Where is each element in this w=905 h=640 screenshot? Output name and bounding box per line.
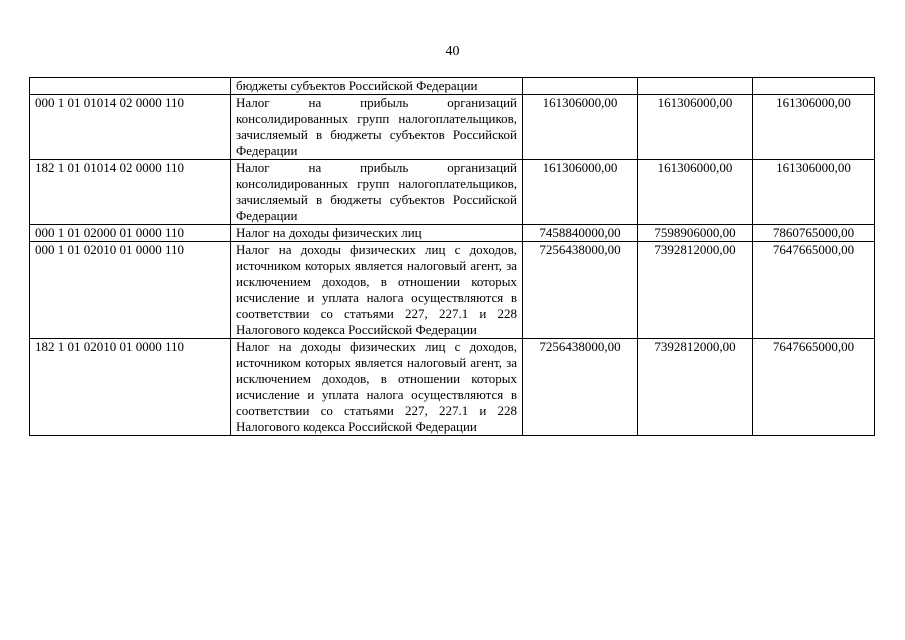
table-row (30, 339, 875, 436)
amount-year1-cell: 7256438000,00 (523, 242, 638, 339)
budget-code-cell: 000 1 01 02000 01 0000 110 (30, 225, 231, 242)
amount-year1-cell (523, 78, 638, 95)
table-row (30, 78, 875, 95)
budget-code-cell: 182 1 01 02010 01 0000 110 (30, 339, 231, 436)
amount-year3-cell: 7647665000,00 (753, 242, 875, 339)
amount-year2-cell: 161306000,00 (638, 95, 753, 160)
budget-code-cell: 000 1 01 02010 01 0000 110 (30, 242, 231, 339)
amount-year2-cell: 7392812000,00 (638, 242, 753, 339)
revenue-name-cell: Налог на прибыль организаций консолидированных групп налогоплательщиков, зачисляемый в бюджеты субъектов Российской Федерации (231, 160, 523, 225)
budget-code-cell: 182 1 01 01014 02 0000 110 (30, 160, 231, 225)
amount-year1-cell: 161306000,00 (523, 160, 638, 225)
amount-year2-cell: 161306000,00 (638, 160, 753, 225)
table-row (30, 242, 875, 339)
table-row (30, 225, 875, 242)
amount-year3-cell: 7647665000,00 (753, 339, 875, 436)
amount-year2-cell (638, 78, 753, 95)
revenue-name-cell: Налог на прибыль организаций консолидированных групп налогоплательщиков, зачисляемый в бюджеты субъектов Российской Федерации (231, 95, 523, 160)
budget-revenue-table (29, 77, 875, 436)
amount-year3-cell: 7860765000,00 (753, 225, 875, 242)
revenue-name-cell: Налог на доходы физических лиц с доходов, источником которых является налоговый агент, за исключением доходов, в отношении которых исчисление и уплата налога осуществляются в соответствии со статьями 227, 227.1 и 228 Налогового кодекса Российской Федерации (231, 339, 523, 436)
amount-year3-cell: 161306000,00 (753, 95, 875, 160)
amount-year1-cell: 161306000,00 (523, 95, 638, 160)
amount-year2-cell: 7598906000,00 (638, 225, 753, 242)
amount-year3-cell (753, 78, 875, 95)
budget-code-cell (30, 78, 231, 95)
revenue-name-cell: Налог на доходы физических лиц (231, 225, 523, 242)
amount-year1-cell: 7256438000,00 (523, 339, 638, 436)
amount-year2-cell: 7392812000,00 (638, 339, 753, 436)
budget-code-cell: 000 1 01 01014 02 0000 110 (30, 95, 231, 160)
amount-year3-cell: 161306000,00 (753, 160, 875, 225)
table-row (30, 160, 875, 225)
table-row (30, 95, 875, 160)
revenue-name-cell: Налог на доходы физических лиц с доходов, источником которых является налоговый агент, за исключением доходов, в отношении которых исчисление и уплата налога осуществляются в соответствии со статьями 227, 227.1 и 228 Налогового кодекса Российской Федерации (231, 242, 523, 339)
revenue-name-cell: бюджеты субъектов Российской Федерации (231, 78, 523, 95)
page-number: 40 (445, 44, 460, 59)
amount-year1-cell: 7458840000,00 (523, 225, 638, 242)
